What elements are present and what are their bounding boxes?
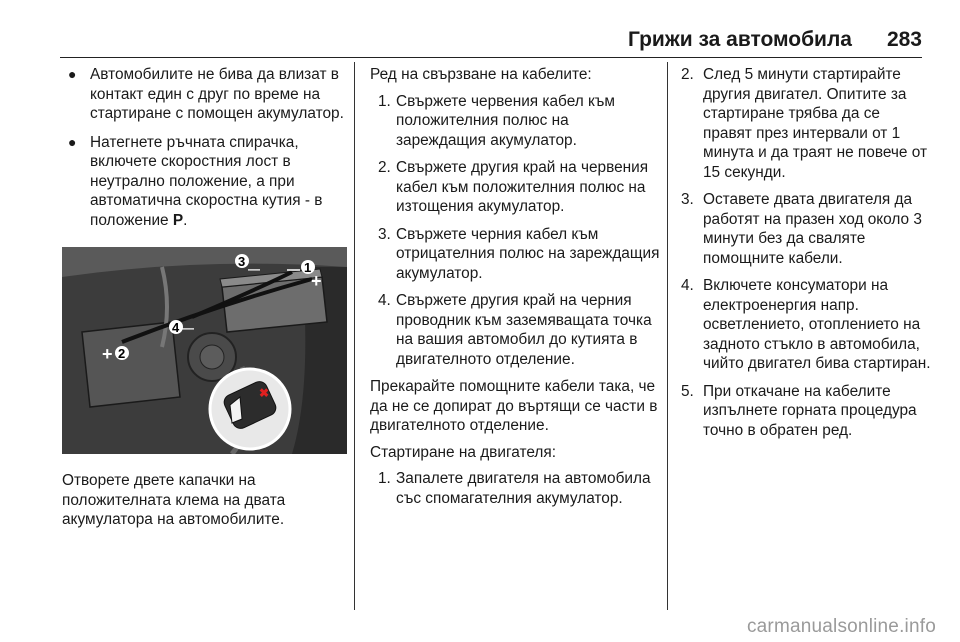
plus-sign-1: + [311, 271, 322, 291]
callout-2-label: 2 [118, 346, 126, 361]
figure-caption: Отворете двете капачки на положителната клема на двата акумулатора на автомобилите. [62, 472, 286, 528]
step-text: Свържете другия край на черния проводник към заземяващата точка на вашия автомобил до кутията в двигателното отделение. [396, 292, 652, 368]
step-number: 2. [378, 159, 391, 176]
connection-order-intro: Ред на свързване на кабелите: [370, 66, 592, 83]
callout-1-label: 1 [304, 260, 312, 275]
step-number: 3. [681, 191, 694, 208]
step-number: 1. [378, 470, 391, 487]
step-number: 5. [681, 382, 694, 400]
callout-4-label: 4 [172, 320, 180, 335]
bullet-item [62, 133, 348, 231]
step-text: При откачане на кабелите изпълнете горната процедура точно в обратен ред. [703, 382, 917, 439]
page-title: Грижи за автомобила [627, 28, 852, 51]
list-item [681, 276, 931, 374]
list-item [681, 382, 931, 441]
column-3 [681, 65, 931, 448]
step-text: Свържете другия край на червения кабел към положителния полюс на изтощения акумулатор. [396, 159, 649, 215]
svg-text:✖: ✖ [259, 386, 270, 400]
header-divider [60, 57, 922, 58]
bullet-item [62, 65, 348, 124]
bullet-marker: ● [68, 133, 77, 150]
minus-sign-3: — [248, 262, 260, 276]
page-header [0, 22, 960, 58]
step-text: Оставете двата двигателя да работят на празен ход около 3 минути без да сваляте помощните кабели. [703, 191, 922, 267]
gear-position-p: P [172, 211, 184, 229]
list-item [681, 190, 931, 268]
step-text: Включете консуматори на електроенергия напр. осветлението, отоплението на задното стъкло в автомобила, чийто двигател бива стартиран. [703, 277, 931, 372]
step-text: Свържете черния кабел към отрицателния полюс на зареждащия акумулатор. [396, 225, 660, 282]
list-item [370, 469, 660, 508]
column-divider-1 [354, 62, 355, 610]
battery-figure [62, 247, 347, 454]
column-divider-2 [667, 62, 668, 610]
bullet-text: Натегнете ръчната спирачка, включете скоростния лост в неутрално положение, а при автоматична скоростна кутия - в положение [90, 133, 323, 229]
step-text: Свържете червения кабел към положителния полюс на зареждащия акумулатор. [396, 92, 615, 149]
plus-sign-2: + [102, 344, 113, 364]
engine-bay-illustration [62, 247, 347, 454]
minus-sign-4: — [182, 321, 194, 335]
watermark: carmanualsonline.info [746, 616, 936, 637]
column-1 [62, 65, 348, 239]
callout-3-label: 3 [238, 254, 246, 269]
list-item [681, 65, 931, 182]
callout-4 [169, 320, 194, 335]
list-item [370, 92, 660, 151]
bullet-suffix: . [183, 211, 188, 229]
bullet-marker: ● [68, 66, 77, 82]
step-text: След 5 минути стартирайте другия двигател. Опитите за стартиране трябва да се правят през интервали от 1 минута и да траят не повече от 15 секунди. [703, 66, 928, 181]
list-item [370, 225, 660, 284]
page-number: 283 [886, 28, 922, 51]
list-item [370, 291, 660, 369]
column-2 [370, 65, 660, 516]
start-engine-heading: Стартиране на двигателя: [370, 443, 556, 461]
bullet-text: Автомобилите не бива да влизат в контакт един с друг по време на стартиране с помощен акумулатор. [90, 66, 344, 122]
step-text: Запалете двигателя на автомобила със спомагателния акумулатор. [396, 470, 651, 507]
list-item [370, 158, 660, 217]
cable-routing-note: Прекарайте помощните кабели така, че да не се допират до въртящи се части в двигателното отделение. [370, 378, 658, 434]
step-number: 3. [378, 225, 391, 243]
step-number: 4. [681, 277, 694, 294]
step-number: 1. [378, 92, 391, 110]
step-number: 4. [378, 292, 391, 309]
step-number: 2. [681, 66, 694, 83]
